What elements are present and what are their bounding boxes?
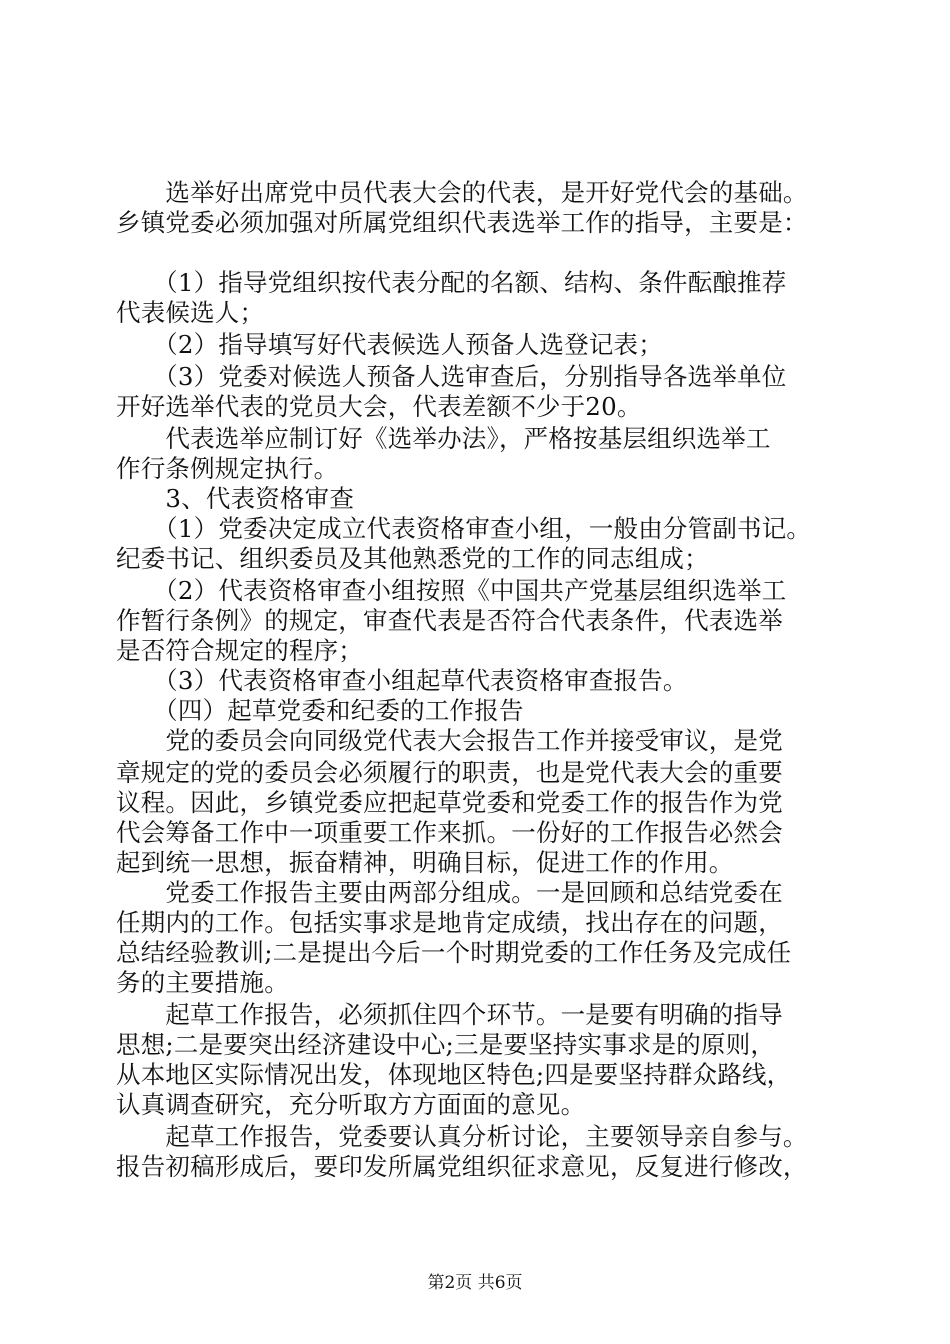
text-line: 选举好出席党中员代表大会的代表，是开好党代会的基础。: [116, 178, 808, 207]
text-line: 作行条例规定执行。: [116, 454, 339, 483]
text-line: 认真调查研究，充分听取方方面面的意见。: [116, 1090, 586, 1119]
text-line: 报告初稿形成后，要印发所属党组织征求意见，反复进行修改，: [116, 1152, 808, 1181]
text-line: 从本地区实际情况出发，体现地区特色;四是要坚持群众路线，: [116, 1060, 792, 1089]
section-heading: 3、代表资格审查: [116, 484, 355, 513]
text-line: （2）代表资格审查小组按照《中国共产党基层组织选举工: [116, 576, 787, 605]
text-line: 务的主要措施。: [116, 968, 289, 997]
text-line: 党委工作报告主要由两部分组成。一是回顾和总结党委在: [116, 878, 783, 907]
text-line: （2）指导填写好代表候选人预备人选登记表；: [116, 330, 663, 359]
text-line: 作暂行条例》的规定，审查代表是否符合代表条件，代表选举: [116, 606, 783, 635]
text-line: 乡镇党委必须加强对所属党组织代表选举工作的指导，主要是：: [116, 208, 808, 237]
text-line: 起草工作报告，必须抓住四个环节。一是要有明确的指导: [116, 1000, 783, 1029]
text-line: 总结经验教训;二是提出今后一个时期党委的工作任务及完成任: [116, 938, 792, 967]
text-line: （1）指导党组织按代表分配的名额、结构、条件酝酿推荐: [116, 268, 787, 297]
text-line: 议程。因此，乡镇党委应把起草党委和党委工作的报告作为党: [116, 788, 783, 817]
text-line: 代会筹备工作中一项重要工作来抓。一份好的工作报告必然会: [116, 818, 783, 847]
text-line: 代表候选人；: [116, 298, 265, 327]
text-line: 代表选举应制订好《选举办法》，严格按基层组织选举工: [116, 424, 771, 453]
text-line: （3）党委对候选人预备人选审查后，分别指导各选举单位: [116, 362, 787, 391]
text-line: 是否符合规定的程序；: [116, 636, 363, 665]
section-heading: （四）起草党委和纪委的工作报告: [116, 696, 524, 725]
text-line: 任期内的工作。包括实事求是地肯定成绩，找出存在的问题，: [116, 908, 783, 937]
text-line: 章规定的党的委员会必须履行的职责，也是党代表大会的重要: [116, 758, 783, 787]
text-line: 开好选举代表的党员大会，代表差额不少于20。: [116, 392, 642, 421]
text-line: 起草工作报告，党委要认真分析讨论，主要领导亲自参与。: [116, 1122, 808, 1151]
text-line: （1）党委决定成立代表资格审查小组，一般由分管副书记。: [116, 514, 812, 543]
text-line: 起到统一思想，振奋精神，明确目标，促进工作的作用。: [116, 848, 734, 877]
text-line: 党的委员会向同级党代表大会报告工作并接受审议，是党: [116, 726, 783, 755]
text-line: 纪委书记、组织委员及其他熟悉党的工作的同志组成；: [116, 544, 709, 573]
page-number: 第2页 共6页: [427, 1273, 523, 1293]
text-line: 思想;二是要突出经济建设中心;三是要坚持实事求是的原则，: [116, 1030, 776, 1059]
text-line: （3）代表资格审查小组起草代表资格审查报告。: [116, 666, 688, 695]
